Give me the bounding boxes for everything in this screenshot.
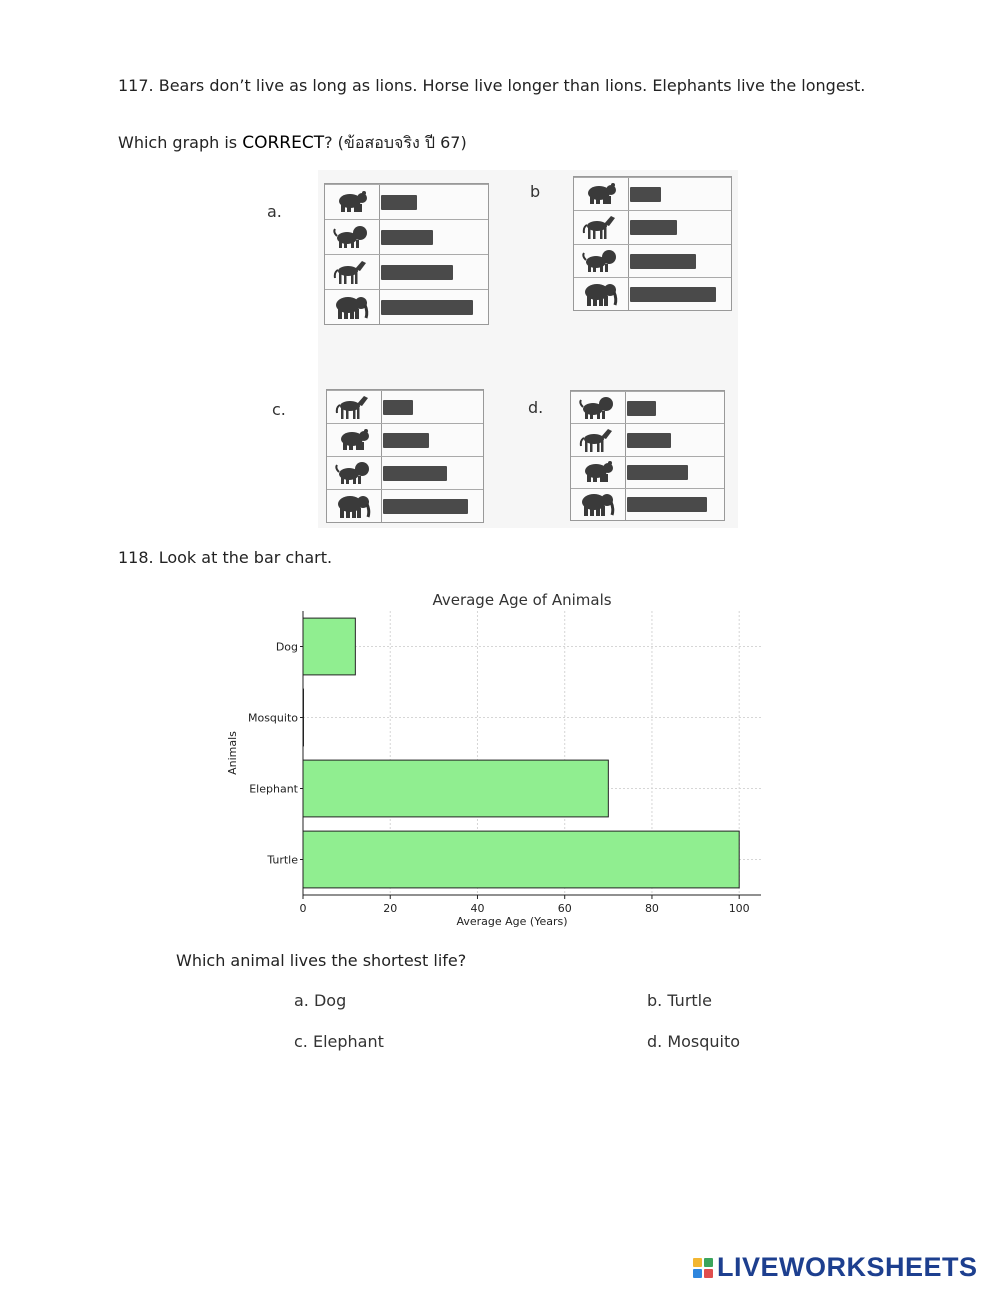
picture-graph-row [571,456,724,489]
bear-icon [579,459,617,486]
picture-graph-row [325,254,488,290]
elephant-icon [579,491,617,518]
bar-turtle [303,831,739,888]
picture-graph-bar [383,466,447,481]
picture-graph-c[interactable] [326,389,484,523]
horse-icon [333,259,371,286]
elephant-icon [582,281,620,308]
picture-graph-row [574,244,731,278]
picture-graph-bar [630,187,661,202]
y-tick-label: Mosquito [247,711,298,725]
picture-graph-row [327,456,483,490]
choice-b[interactable]: b. Turtle [647,991,712,1010]
y-tick-label: Turtle [267,853,298,867]
picture-graph-row [325,184,488,220]
picture-graph-bar [381,300,473,315]
picture-graph-row [574,210,731,244]
picture-graph-bar [630,287,716,302]
picture-graph-bar [627,497,707,512]
lion-icon [333,224,371,251]
logo-text: LIVEWORKSHEETS [717,1252,978,1282]
horse-icon [335,394,373,421]
option-b-label: b [530,182,541,201]
bar-dog [303,618,355,675]
logo-square [704,1269,713,1278]
option-a-label: a. [267,202,282,221]
picture-graph-bar [627,401,656,416]
x-tick-label: 60 [557,902,572,915]
option-c-label: c. [272,400,286,419]
x-tick-label: 20 [383,902,398,915]
prompt-prefix: Which graph is [118,133,243,152]
picture-graph-row [327,423,483,457]
question-117-statement: 117. Bears don’t live as long as lions. Horse live longer than lions. Elephants live the longest. [118,76,866,95]
picture-graph-bar [627,433,671,448]
lion-icon [582,248,620,275]
choice-c[interactable]: c. Elephant [294,1032,384,1051]
picture-graph-row [574,177,731,211]
picture-graph-row [571,488,724,521]
bar-chart [220,583,780,933]
picture-graph-bar [627,465,688,480]
question-118-prompt: Which animal lives the shortest life? [176,951,467,970]
picture-graph-row [325,289,488,325]
y-axis-label: Animals [226,731,239,775]
picture-graph-d[interactable] [570,390,725,521]
picture-graph-a[interactable] [324,183,489,325]
logo-square [693,1258,702,1267]
picture-graph-bar [381,265,453,280]
option-d-label: d. [528,398,544,417]
bear-icon [333,189,371,216]
chart-title: Average Age of Animals [432,591,612,609]
prompt-suffix: ? (ข้อสอบจริง ปี 67) [324,133,467,152]
choice-a[interactable]: a. Dog [294,991,347,1010]
y-tick-label: Elephant [249,782,298,796]
picture-graph-row [571,423,724,456]
picture-graph-row [574,277,731,311]
picture-graph-b[interactable] [573,176,732,311]
picture-graph-row [327,489,483,523]
bear-icon [335,427,373,454]
elephant-icon [333,294,371,321]
x-tick-label: 40 [470,902,485,915]
picture-graph-bar [381,230,433,245]
picture-graph-bar [630,254,696,269]
x-tick-label: 100 [728,902,750,915]
bear-icon [582,181,620,208]
logo-mark-icon [693,1258,713,1278]
y-tick-label: Dog [275,640,298,654]
picture-graph-bar [383,433,429,448]
bar-elephant [303,760,608,817]
horse-icon [579,427,617,454]
logo-square [704,1258,713,1267]
x-tick-label: 80 [644,902,659,915]
picture-graph-bar [630,220,677,235]
picture-graph-bar [381,195,417,210]
x-axis-label: Average Age (Years) [456,915,568,928]
x-tick-label: 0 [299,902,307,915]
picture-graph-row [325,219,488,255]
choice-d[interactable]: d. Mosquito [647,1032,741,1051]
logo-square [693,1269,702,1278]
picture-graph-bar [383,400,413,415]
horse-icon [582,214,620,241]
prompt-emphasis: CORRECT [242,133,325,153]
lion-icon [579,395,617,422]
lion-icon [335,460,373,487]
picture-graph-row [571,391,724,424]
picture-graph-row [327,390,483,424]
question-117-prompt [118,131,467,156]
elephant-icon [335,493,373,520]
question-118-intro: 118. Look at the bar chart. [118,548,333,567]
liveworksheets-logo[interactable] [693,1252,978,1283]
picture-graph-bar [383,499,468,514]
